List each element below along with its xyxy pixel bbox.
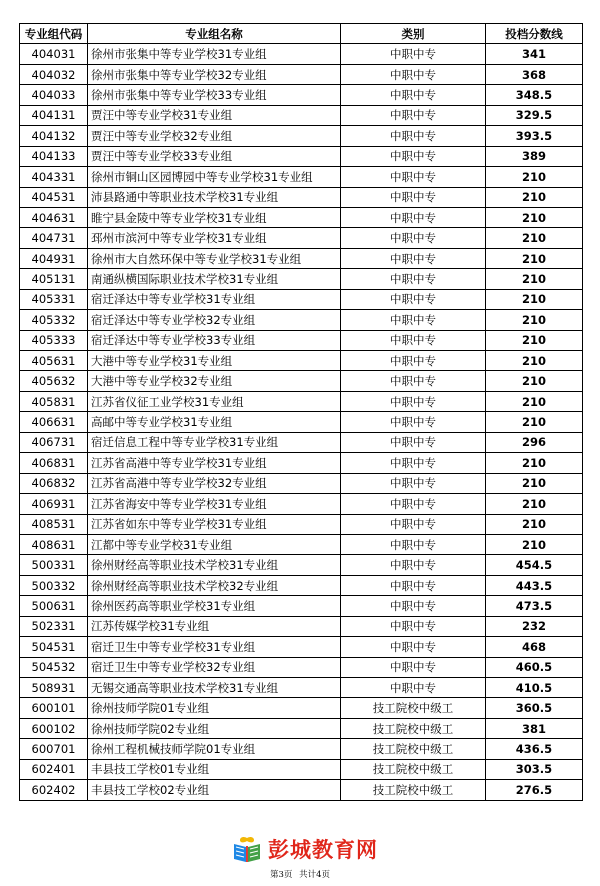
cell-category: 中职中专 bbox=[341, 678, 486, 698]
cell-score-line: 454.5 bbox=[486, 555, 583, 575]
table-row bbox=[20, 412, 583, 432]
cell-group-name: 徐州技师学院01专业组 bbox=[88, 698, 341, 718]
table-row bbox=[20, 85, 583, 105]
cell-group-name: 大港中等专业学校32专业组 bbox=[88, 371, 341, 391]
table-row bbox=[20, 657, 583, 677]
cell-group-name: 徐州市大自然环保中等专业学校31专业组 bbox=[88, 248, 341, 268]
cell-group-code: 404031 bbox=[20, 44, 88, 64]
table-row bbox=[20, 534, 583, 554]
cell-group-code: 405131 bbox=[20, 269, 88, 289]
cell-group-code: 404931 bbox=[20, 248, 88, 268]
cell-group-name: 江苏省高港中等专业学校32专业组 bbox=[88, 473, 341, 493]
cell-category: 中职中专 bbox=[341, 330, 486, 350]
cell-category: 中职中专 bbox=[341, 514, 486, 534]
cell-group-code: 408631 bbox=[20, 534, 88, 554]
cell-group-code: 404631 bbox=[20, 207, 88, 227]
cell-score-line: 210 bbox=[486, 310, 583, 330]
cell-category: 中职中专 bbox=[341, 391, 486, 411]
table-row bbox=[20, 330, 583, 350]
table-row bbox=[20, 780, 583, 800]
cell-category: 中职中专 bbox=[341, 432, 486, 452]
cell-category: 技工院校中级工 bbox=[341, 759, 486, 779]
cell-score-line: 210 bbox=[486, 494, 583, 514]
cell-group-code: 404132 bbox=[20, 126, 88, 146]
cell-group-name: 宿迁信息工程中等专业学校31专业组 bbox=[88, 432, 341, 452]
cell-group-code: 500331 bbox=[20, 555, 88, 575]
cell-group-name: 贾汪中等专业学校32专业组 bbox=[88, 126, 341, 146]
cell-score-line: 210 bbox=[486, 391, 583, 411]
site-watermark bbox=[232, 832, 378, 866]
cell-category: 中职中专 bbox=[341, 187, 486, 207]
cell-group-name: 贾汪中等专业学校31专业组 bbox=[88, 105, 341, 125]
table-row bbox=[20, 637, 583, 657]
cell-group-name: 江苏省高港中等专业学校31专业组 bbox=[88, 453, 341, 473]
cell-category: 中职中专 bbox=[341, 534, 486, 554]
cell-group-name: 徐州市张集中等专业学校33专业组 bbox=[88, 85, 341, 105]
cell-category: 中职中专 bbox=[341, 596, 486, 616]
cell-score-line: 460.5 bbox=[486, 657, 583, 677]
cell-group-name: 徐州工程机械技师学院01专业组 bbox=[88, 739, 341, 759]
cell-score-line: 210 bbox=[486, 207, 583, 227]
cell-group-code: 508931 bbox=[20, 678, 88, 698]
cell-category: 中职中专 bbox=[341, 453, 486, 473]
cell-group-name: 大港中等专业学校31专业组 bbox=[88, 351, 341, 371]
cell-category: 技工院校中级工 bbox=[341, 780, 486, 800]
table-row bbox=[20, 555, 583, 575]
cell-group-name: 徐州市铜山区园博园中等专业学校31专业组 bbox=[88, 167, 341, 187]
table-row bbox=[20, 371, 583, 391]
cell-score-line: 210 bbox=[486, 351, 583, 371]
table-row bbox=[20, 167, 583, 187]
cell-category: 中职中专 bbox=[341, 248, 486, 268]
cell-group-code: 405332 bbox=[20, 310, 88, 330]
table-row bbox=[20, 616, 583, 636]
cell-group-code: 404033 bbox=[20, 85, 88, 105]
cell-group-name: 徐州财经高等职业技术学校31专业组 bbox=[88, 555, 341, 575]
header-group-name: 专业组名称 bbox=[88, 24, 341, 44]
table-row bbox=[20, 105, 583, 125]
table-row bbox=[20, 248, 583, 268]
cell-score-line: 210 bbox=[486, 187, 583, 207]
cell-category: 中职中专 bbox=[341, 269, 486, 289]
cell-category: 中职中专 bbox=[341, 289, 486, 309]
table-row bbox=[20, 473, 583, 493]
page-footer bbox=[0, 868, 600, 880]
table-row bbox=[20, 289, 583, 309]
cell-score-line: 210 bbox=[486, 289, 583, 309]
table-row bbox=[20, 310, 583, 330]
cell-score-line: 210 bbox=[486, 412, 583, 432]
cell-category: 中职中专 bbox=[341, 616, 486, 636]
cell-group-code: 600101 bbox=[20, 698, 88, 718]
cell-group-code: 404331 bbox=[20, 167, 88, 187]
table-row bbox=[20, 187, 583, 207]
cell-score-line: 210 bbox=[486, 167, 583, 187]
cell-group-name: 宿迁卫生中等专业学校32专业组 bbox=[88, 657, 341, 677]
cell-score-line: 303.5 bbox=[486, 759, 583, 779]
table-row bbox=[20, 64, 583, 84]
table-row bbox=[20, 44, 583, 64]
cell-group-name: 南通纵横国际职业技术学校31专业组 bbox=[88, 269, 341, 289]
cell-category: 中职中专 bbox=[341, 44, 486, 64]
cell-group-code: 406731 bbox=[20, 432, 88, 452]
cell-score-line: 210 bbox=[486, 473, 583, 493]
cell-group-name: 丰县技工学校02专业组 bbox=[88, 780, 341, 800]
cell-score-line: 341 bbox=[486, 44, 583, 64]
cell-score-line: 443.5 bbox=[486, 575, 583, 595]
cell-category: 中职中专 bbox=[341, 412, 486, 432]
cell-group-name: 徐州市张集中等专业学校31专业组 bbox=[88, 44, 341, 64]
cell-score-line: 210 bbox=[486, 248, 583, 268]
table-row bbox=[20, 739, 583, 759]
cell-category: 中职中专 bbox=[341, 473, 486, 493]
cell-score-line: 436.5 bbox=[486, 739, 583, 759]
cell-group-code: 602401 bbox=[20, 759, 88, 779]
cell-group-code: 405831 bbox=[20, 391, 88, 411]
cell-category: 中职中专 bbox=[341, 351, 486, 371]
cell-score-line: 410.5 bbox=[486, 678, 583, 698]
cell-group-code: 404133 bbox=[20, 146, 88, 166]
table-row bbox=[20, 759, 583, 779]
cell-group-code: 406832 bbox=[20, 473, 88, 493]
cell-category: 中职中专 bbox=[341, 228, 486, 248]
cell-score-line: 468 bbox=[486, 637, 583, 657]
cell-category: 技工院校中级工 bbox=[341, 698, 486, 718]
cell-category: 中职中专 bbox=[341, 146, 486, 166]
watermark-text: 彭城教育网 bbox=[268, 837, 378, 862]
table-row bbox=[20, 432, 583, 452]
cell-category: 技工院校中级工 bbox=[341, 739, 486, 759]
table-row bbox=[20, 453, 583, 473]
cell-score-line: 473.5 bbox=[486, 596, 583, 616]
cell-group-name: 宿迁泽达中等专业学校31专业组 bbox=[88, 289, 341, 309]
cell-score-line: 296 bbox=[486, 432, 583, 452]
cell-category: 中职中专 bbox=[341, 207, 486, 227]
cell-group-name: 江苏省如东中等专业学校31专业组 bbox=[88, 514, 341, 534]
cell-category: 中职中专 bbox=[341, 85, 486, 105]
cell-group-code: 406631 bbox=[20, 412, 88, 432]
cell-group-name: 徐州技师学院02专业组 bbox=[88, 718, 341, 738]
cell-group-code: 404032 bbox=[20, 64, 88, 84]
cell-score-line: 381 bbox=[486, 718, 583, 738]
cell-group-name: 邳州市滨河中等专业学校31专业组 bbox=[88, 228, 341, 248]
table-row bbox=[20, 718, 583, 738]
header-group-code: 专业组代码 bbox=[20, 24, 88, 44]
cell-group-code: 504531 bbox=[20, 637, 88, 657]
cell-category: 中职中专 bbox=[341, 494, 486, 514]
cell-group-code: 405631 bbox=[20, 351, 88, 371]
admission-score-table bbox=[19, 23, 583, 801]
cell-group-code: 405632 bbox=[20, 371, 88, 391]
table-row bbox=[20, 494, 583, 514]
cell-group-code: 600701 bbox=[20, 739, 88, 759]
cell-group-code: 404531 bbox=[20, 187, 88, 207]
table-row bbox=[20, 514, 583, 534]
cell-category: 中职中专 bbox=[341, 310, 486, 330]
cell-group-name: 徐州医药高等职业学校31专业组 bbox=[88, 596, 341, 616]
cell-score-line: 368 bbox=[486, 64, 583, 84]
cell-group-name: 高邮中等专业学校31专业组 bbox=[88, 412, 341, 432]
cell-category: 中职中专 bbox=[341, 64, 486, 84]
cell-group-name: 江都中等专业学校31专业组 bbox=[88, 534, 341, 554]
header-score-line: 投档分数线 bbox=[486, 24, 583, 44]
cell-group-code: 500631 bbox=[20, 596, 88, 616]
cell-group-name: 无锡交通高等职业技术学校31专业组 bbox=[88, 678, 341, 698]
cell-group-code: 406831 bbox=[20, 453, 88, 473]
cell-score-line: 393.5 bbox=[486, 126, 583, 146]
table-row bbox=[20, 269, 583, 289]
cell-category: 中职中专 bbox=[341, 575, 486, 595]
table-row bbox=[20, 575, 583, 595]
cell-score-line: 360.5 bbox=[486, 698, 583, 718]
cell-group-name: 江苏省海安中等专业学校31专业组 bbox=[88, 494, 341, 514]
table-row bbox=[20, 698, 583, 718]
table-row bbox=[20, 391, 583, 411]
table-header-row bbox=[20, 24, 583, 44]
cell-score-line: 232 bbox=[486, 616, 583, 636]
cell-score-line: 348.5 bbox=[486, 85, 583, 105]
cell-category: 中职中专 bbox=[341, 105, 486, 125]
cell-group-name: 徐州市张集中等专业学校32专业组 bbox=[88, 64, 341, 84]
cell-group-code: 404131 bbox=[20, 105, 88, 125]
cell-category: 中职中专 bbox=[341, 555, 486, 575]
cell-group-code: 404731 bbox=[20, 228, 88, 248]
cell-score-line: 210 bbox=[486, 330, 583, 350]
cell-score-line: 210 bbox=[486, 534, 583, 554]
cell-category: 中职中专 bbox=[341, 167, 486, 187]
cell-group-name: 宿迁泽达中等专业学校32专业组 bbox=[88, 310, 341, 330]
cell-score-line: 210 bbox=[486, 269, 583, 289]
cell-group-code: 405331 bbox=[20, 289, 88, 309]
book-logo-icon bbox=[232, 834, 262, 864]
cell-group-code: 408531 bbox=[20, 514, 88, 534]
table-row bbox=[20, 228, 583, 248]
cell-group-code: 504532 bbox=[20, 657, 88, 677]
header-category: 类别 bbox=[341, 24, 486, 44]
page-number: 第3页 bbox=[269, 870, 293, 880]
cell-group-code: 500332 bbox=[20, 575, 88, 595]
cell-score-line: 389 bbox=[486, 146, 583, 166]
cell-category: 技工院校中级工 bbox=[341, 718, 486, 738]
cell-group-name: 丰县技工学校01专业组 bbox=[88, 759, 341, 779]
table-row bbox=[20, 146, 583, 166]
cell-score-line: 329.5 bbox=[486, 105, 583, 125]
cell-category: 中职中专 bbox=[341, 371, 486, 391]
cell-score-line: 210 bbox=[486, 228, 583, 248]
table-row bbox=[20, 351, 583, 371]
cell-group-name: 睢宁县金陵中等专业学校31专业组 bbox=[88, 207, 341, 227]
table-row bbox=[20, 678, 583, 698]
cell-category: 中职中专 bbox=[341, 637, 486, 657]
cell-group-name: 沛县路通中等职业技术学校31专业组 bbox=[88, 187, 341, 207]
cell-group-name: 江苏省仪征工业学校31专业组 bbox=[88, 391, 341, 411]
cell-group-code: 602402 bbox=[20, 780, 88, 800]
cell-group-name: 贾汪中等专业学校33专业组 bbox=[88, 146, 341, 166]
cell-group-code: 502331 bbox=[20, 616, 88, 636]
cell-group-code: 406931 bbox=[20, 494, 88, 514]
table-row bbox=[20, 596, 583, 616]
cell-group-code: 600102 bbox=[20, 718, 88, 738]
page-total: 共计4页 bbox=[299, 870, 331, 880]
cell-score-line: 210 bbox=[486, 453, 583, 473]
cell-category: 中职中专 bbox=[341, 657, 486, 677]
table-row bbox=[20, 207, 583, 227]
cell-group-name: 宿迁泽达中等专业学校33专业组 bbox=[88, 330, 341, 350]
cell-group-name: 宿迁卫生中等专业学校31专业组 bbox=[88, 637, 341, 657]
cell-score-line: 210 bbox=[486, 514, 583, 534]
cell-score-line: 210 bbox=[486, 371, 583, 391]
cell-group-name: 江苏传媒学校31专业组 bbox=[88, 616, 341, 636]
cell-group-code: 405333 bbox=[20, 330, 88, 350]
cell-category: 中职中专 bbox=[341, 126, 486, 146]
table-row bbox=[20, 126, 583, 146]
cell-group-name: 徐州财经高等职业技术学校32专业组 bbox=[88, 575, 341, 595]
cell-score-line: 276.5 bbox=[486, 780, 583, 800]
